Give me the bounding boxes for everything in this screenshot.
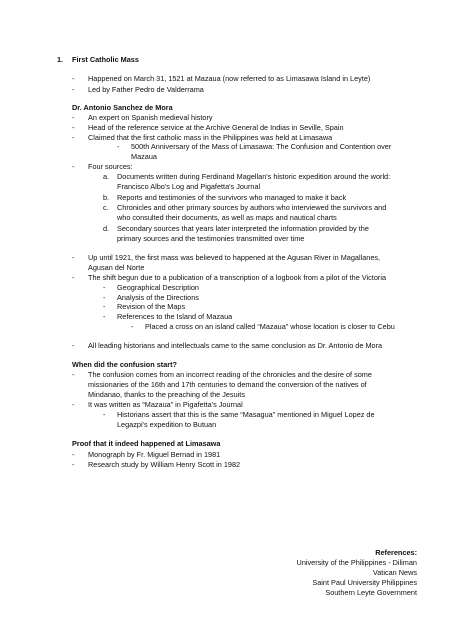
mora-subbullet-line: 500th Anniversary of the Mass of Limasawa: The Confusion and Contention over [131,142,392,151]
proof-bullet: Research study by William Henry Scott in 1982 [88,460,241,469]
mora-heading: Dr. Antonio Sanchez de Mora [72,103,173,112]
dash-marker: - [72,341,75,350]
dash-marker: - [72,113,75,122]
source-line: Francisco Albo's Log and Pigafetta's Journal [117,182,261,191]
confusion-line: The confusion comes from an incorrect reading of the chronicles and the desire of some [88,370,372,379]
reference-item: Vatican News [372,568,417,577]
dash-marker: - [103,410,106,419]
confusion-sub-line: Legazpi's expedition to Butuan [117,420,217,429]
agusan-bullet: The shift begun due to a publication of a transcription of a logbook from a pilot of the Victoria [88,273,387,282]
mora-bullet: An expert on Spanish medieval history [88,113,213,122]
references-block [297,548,417,598]
source-line: primary sources and the testimonies transmitted over time [117,234,305,243]
reference-item: University of the Philippines - Diliman [296,558,417,567]
agusan-sub: Revision of the Maps [117,302,186,311]
agusan-sub: Analysis of the Directions [117,293,199,302]
dash-marker: - [72,370,75,379]
dash-marker: - [72,85,75,94]
confusion-line: missionaries of the 16th and 17th centuries to demand the conversion of the natives of [88,380,367,389]
four-sources-label: Four sources: [88,162,133,171]
agusan-subsub: Placed a cross on an island called “Mazaua” whose location is closer to Cebu [145,322,395,331]
source-line: Secondary sources that years later interpreted the information provided by the [117,224,369,233]
dash-marker: - [117,142,120,151]
dash-marker: - [131,322,134,331]
mora-bullet: Claimed that the first catholic mass in the Philippines was held at Limasawa [88,133,333,142]
confusion-heading: When did the confusion start? [72,360,177,369]
dash-marker: - [72,460,75,469]
dash-marker: - [72,400,75,409]
dash-marker: - [72,162,75,171]
proof-heading: Proof that it indeed happened at Limasawa [72,439,221,448]
source-line: Reports and testimonies of the survivors who managed to make it back [117,193,347,202]
mora-bullet: Head of the reference service at the Archive General de Indias in Seville, Spain [88,123,344,132]
section-title: First Catholic Mass [72,55,139,64]
agusan-sub: Geographical Description [117,283,199,292]
dash-marker: - [103,302,106,311]
dash-marker: - [72,450,75,459]
source-line: who consulted their documents, as well as maps and nautical charts [117,213,337,222]
source-letter: c. [103,203,109,212]
agusan-bullet-line: Agusan del Norte [88,263,145,272]
dash-marker: - [103,283,106,292]
dash-marker: - [72,133,75,142]
intro-bullet: Led by Father Pedro de Valderrama [88,85,204,94]
references-heading: References: [375,548,417,557]
dash-marker: - [72,253,75,262]
confusion-line: Mindanao, thanks to the preaching of the Jesuits [88,390,245,399]
proof-bullet: Monograph by Fr. Miguel Bernad in 1981 [88,450,221,459]
dash-marker: - [72,123,75,132]
source-letter: d. [103,224,110,233]
source-line: Chronicles and other primary sources by authors who interviewed the survivors and [117,203,387,212]
agusan-bullet-line: Up until 1921, the first mass was believed to happened at the Agusan River in Magallanes, [88,253,381,262]
source-letter: b. [103,193,110,202]
section-number: 1. [57,55,64,64]
agusan-sub: References to the Island of Mazaua [117,312,233,321]
reference-item: Southern Leyte Government [325,588,417,597]
all-leading-bullet: All leading historians and intellectuals came to the same conclusion as Dr. Antonio de Mora [88,341,383,350]
dash-marker: - [72,74,75,83]
source-line: Documents written during Ferdinand Magellan's historic expedition around the world: [117,172,391,181]
intro-bullet: Happened on March 31, 1521 at Mazaua (now referred to as Limasawa Island in Leyte) [88,74,371,83]
reference-item: Saint Paul University Philippines [312,578,417,587]
mora-subbullet-line: Mazaua [131,152,157,161]
confusion-sub-line: Historians assert that this is the same “Masagua” mentioned in Miguel Lopez de [117,410,375,419]
dash-marker: - [103,312,106,321]
dash-marker: - [103,293,106,302]
dash-marker: - [72,273,75,282]
confusion-bullet: It was written as “Mazaua” in Pigafetta's Journal [88,400,243,409]
source-letter: a. [103,172,110,181]
